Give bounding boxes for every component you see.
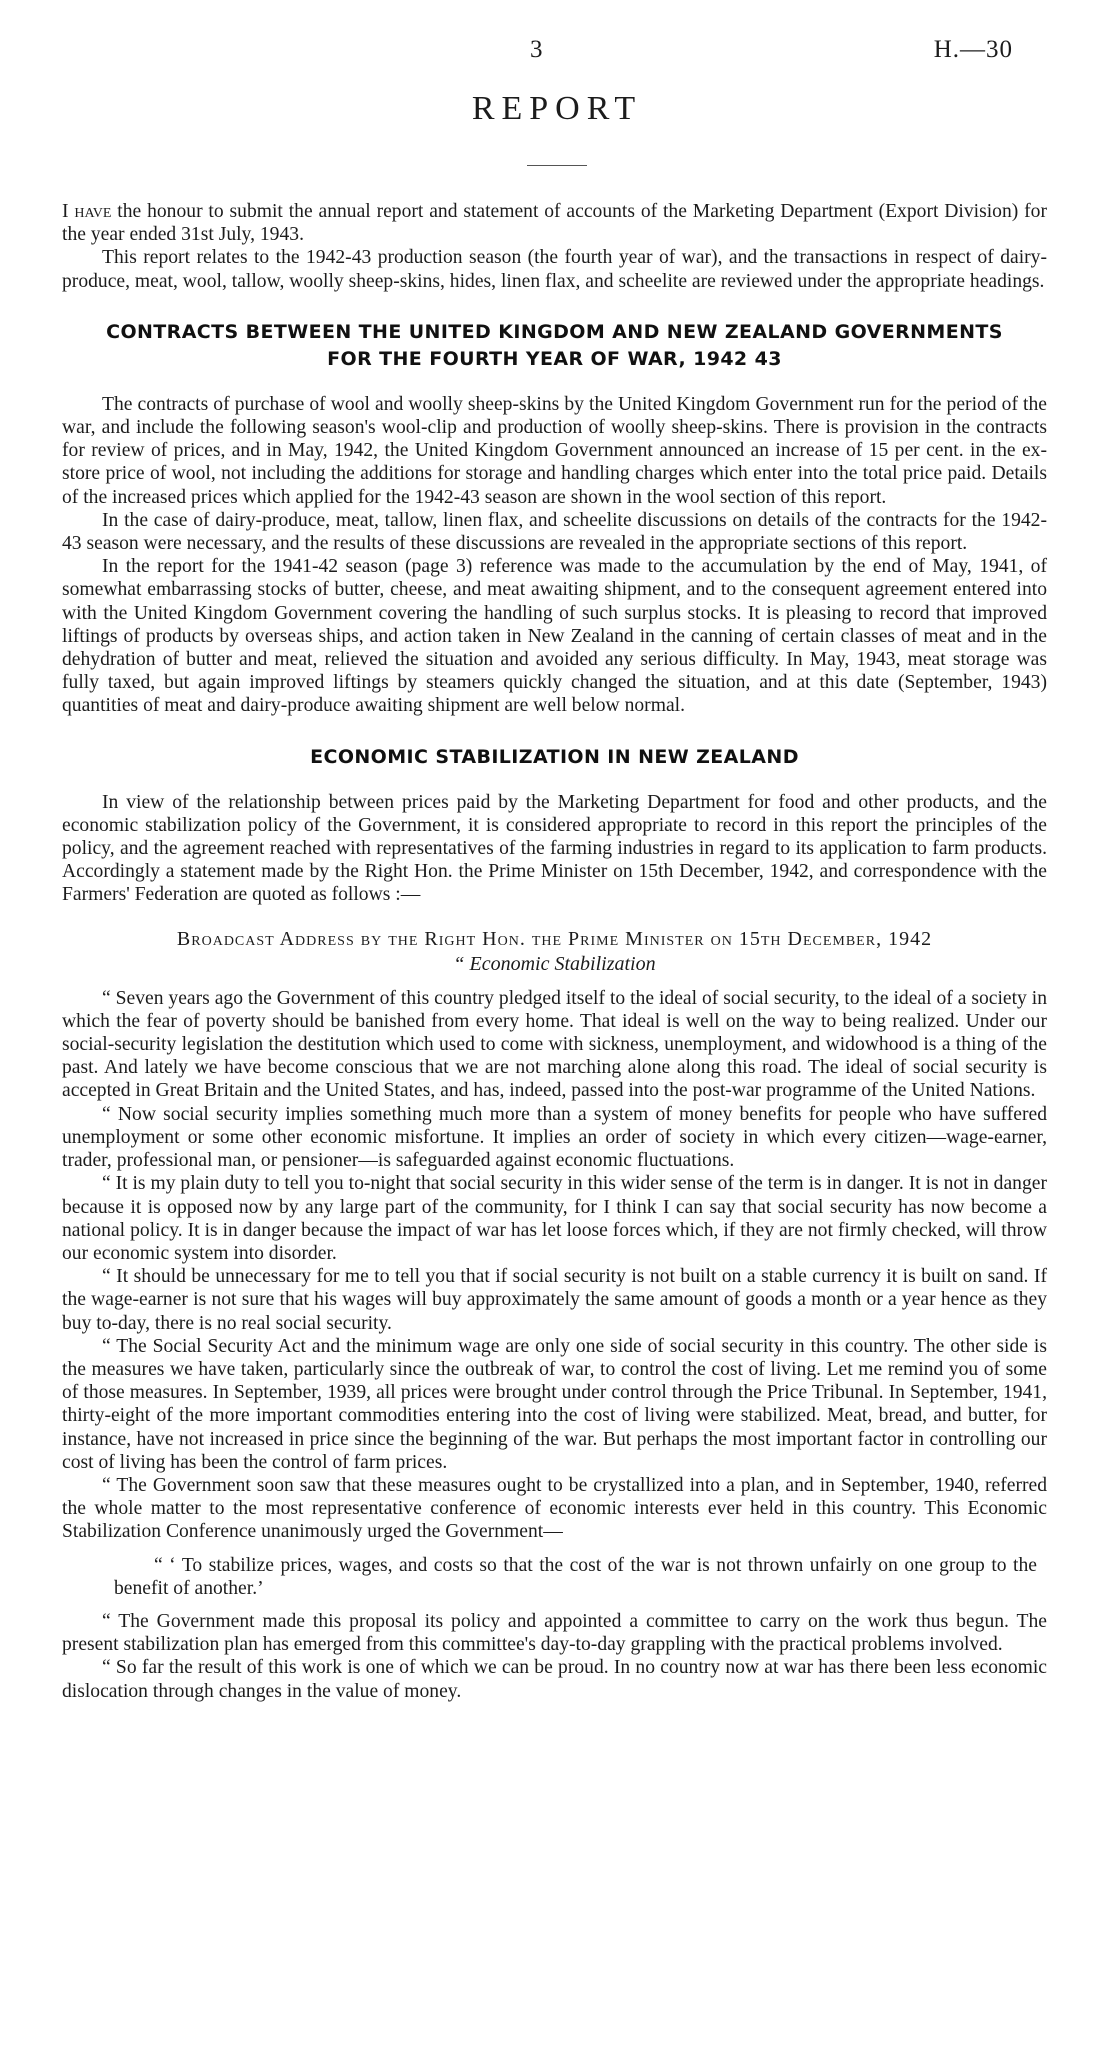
address-paragraph: “ Seven years ago the Government of this country pledged itself to the ideal of social security, to the ideal of a society in which the fear of poverty should be banished from every home. That ideal is well on the way to being realized. Under our social-security legislation the destitution which used to come with sickness, unemployment, and widowhood is a thing of the past. And lately we have become conscious that we are not marching alone along this road. The ideal of social security is accepted in Great Britain and the United States, and has, indeed, passed into the post-war programme of the United Nations.	[62, 987, 1047, 1102]
address-paragraph: “ Now social security implies something much more than a system of money benefits for people who have suffered unemployment or some other economic misfortune. It implies an order of society in which every citizen—wage-earner, trader, professional man, or pensioner—is safeguarded against economic fluctuations.	[62, 1103, 1047, 1172]
intro-paragraph	[62, 200, 1047, 246]
address-paragraph: “ The Government made this proposal its policy and appointed a committee to carry on the work thus begun. The present stabilization plan has emerged from this committee's day-to-day grappling with the practical problems involved.	[62, 1610, 1047, 1656]
stabilization-section	[62, 744, 1047, 1703]
contracts-section	[62, 319, 1047, 718]
document-reference: H.—30	[933, 36, 1013, 63]
address-paragraph: “ So far the result of this work is one of which we can be proud. In no country now at war has there been less economic dislocation through changes in the value of money.	[62, 1657, 1047, 1702]
broadcast-subheading: “ Economic Stabilization	[453, 952, 656, 975]
page-title: REPORT	[471, 90, 643, 127]
contracts-paragraph-3: In the report for the 1941-42 season (page 3) reference was made to the accumulation by the end of May, 1941, of somewhat embarrassing stocks of butter, cheese, and meat awaiting shipment, and to the consequent agreement entered into with the United Kingdom Government covering the handling of such surplus stocks. It is pleasing to record that improved liftings of products by overseas ships, and action taken in New Zealand in the canning of certain classes of meat and in the dehydration of butter and meat, relieved the situation and avoided any serious difficulty. In May, 1943, meat storage was fully taxed, but again improved liftings by steamers quickly changed the situation, and at this date (September, 1943) quantities of meat and dairy-produce awaiting shipment are well below normal.	[62, 556, 1047, 717]
contracts-heading	[62, 319, 1047, 373]
intro-section	[62, 200, 1047, 293]
page-number: 3	[530, 36, 543, 63]
contracts-heading-line1: CONTRACTS BETWEEN THE UNITED KINGDOM AND NEW ZEALAND GOVERNMENTS	[106, 320, 1003, 343]
stabilization-heading: ECONOMIC STABILIZATION IN NEW ZEALAND	[310, 745, 799, 768]
address-paragraph: “ The Government soon saw that these measures ought to be crystallized into a plan, and in September, 1940, referred the whole matter to the most representative conference of economic interests ever held in this country. This Economic Stabilization Conference unanimously urged the Government—	[62, 1474, 1047, 1543]
intro-lead: I have	[62, 201, 112, 222]
contracts-paragraph-2: In the case of dairy-produce, meat, tallow, linen flax, and scheelite discussions on details of the contracts for the 1942-43 season were necessary, and the results of these discussions are revealed in the appropriate sections of this report.	[62, 509, 1047, 555]
stabilization-intro: In view of the relationship between prices paid by the Marketing Department for food and other products, and the economic stabilization policy of the Government, it is considered appropriate to record in this report the principles of the policy, and the agreement reached with representatives of the farming industries in regard to its application to farm products. Accordingly a statement made by the Right Hon. the Prime Minister on 15th December, 1942, and correspondence with the Farmers' Federation are quoted as follows :—	[62, 791, 1047, 906]
intro-text: the honour to submit the annual report and statement of accounts of the Marketing Department (Export Division) for the year ended 31st July, 1943.	[62, 201, 1047, 246]
address-paragraph: “ The Social Security Act and the minimum wage are only one side of social security in this country. The other side is the measures we have taken, particularly since the outbreak of war, to control the cost of living. Let me remind you of some of those measures. In September, 1939, all prices were brought under control through the Price Tribunal. In September, 1941, thirty-eight of the more important commodities entering into the cost of living were stabilized. Meat, bread, and butter, for instance, have not increased in price since the beginning of the war. But perhaps the most important factor in controlling our cost of living has been the control of farm prices.	[62, 1335, 1047, 1473]
title-divider	[527, 165, 587, 166]
intro-paragraph-2: This report relates to the 1942-43 production season (the fourth year of war), and the transactions in respect of dairy-produce, meat, wool, tallow, woolly sheep-skins, hides, linen flax, and scheelite are reviewed under the appropriate headings.	[62, 247, 1047, 292]
report-body	[62, 200, 1047, 1703]
contracts-paragraph-1: The contracts of purchase of wool and woolly sheep-skins by the United Kingdom Government run for the period of the war, and include the following season's wool-clip and production of woolly sheep-skins. There is provision in the contracts for review of prices, and in May, 1942, the United Kingdom Government announced an increase of 15 per cent. in the ex-store price of wool, not including the additions for storage and handling charges which enter into the total price paid. Details of the increased prices which applied for the 1942-43 season are shown in the wool section of this report.	[62, 393, 1047, 508]
address-paragraph: “ It should be unnecessary for me to tell you that if social security is not built on a stable currency it is built on sand. If the wage-earner is not sure that his wages will buy approximately the same amount of goods a month or a year hence as they buy to-day, there is no real social security.	[62, 1266, 1047, 1334]
address-paragraph: “ It is my plain duty to tell you to-night that social security in this wider sense of the term is in danger. It is not in danger because it is opposed now by any large part of the community, for I think I can say that social security has now become a national policy. It is in danger because the impact of war has let loose forces which, if they are not firmly checked, will throw our economic system into disorder.	[62, 1173, 1047, 1264]
inner-quote: “ ‘ To stabilize prices, wages, and costs so that the cost of the war is not thrown unfairly on one group to the benefit of another.’	[114, 1554, 1037, 1599]
block-quote	[62, 1554, 1047, 1600]
broadcast-heading: Broadcast Address by the Right Hon. the Prime Minister on 15th December, 1942	[176, 927, 933, 950]
contracts-heading-line2: FOR THE FOURTH YEAR OF WAR, 1942 43	[327, 347, 782, 370]
